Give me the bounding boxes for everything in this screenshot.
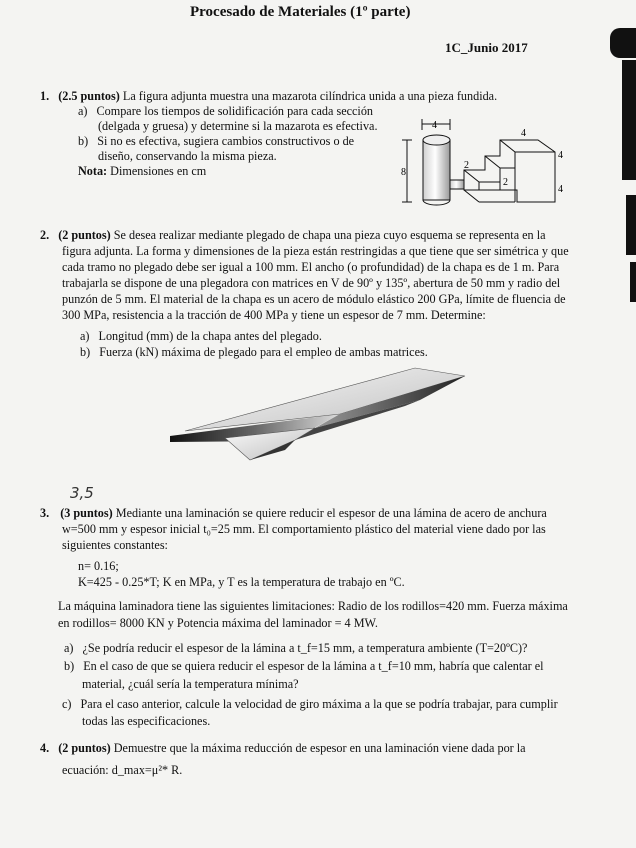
dim-riser-diameter: 4 <box>432 120 437 131</box>
q2-a: a) Longitud (mm) de la chapa antes del plegado. <box>80 329 322 343</box>
q2-line5: punzón de 5 mm. El material de la chapa es un acero de módulo elástico 200 GPa, límite de fluencia de <box>62 292 566 306</box>
q1-a-line1: a) Compare los tiempos de solidificación para cada sección <box>78 104 374 118</box>
q3-constant-n: n= 0.16; <box>78 559 119 573</box>
dim-depth: 4 <box>558 150 563 161</box>
q3-c-line2: todas las especificaciones. <box>82 714 211 728</box>
q2-line4: trabajarla se dispone de una plegadora con matrices en V de 90º y 135º, abertura de 50 mm y radio del <box>62 276 561 290</box>
dim-step: 2 <box>503 177 508 188</box>
q3-b-line1: b) En el caso de que se quiera reducir el espesor de la lámina a t_f=10 mm, habría que calentar el <box>64 659 544 673</box>
q1-note: Nota: Dimensiones en cm <box>78 164 207 178</box>
q3-machine-line2: en rodillos= 8000 KN y Potencia máxima del laminador = 4 MW. <box>58 616 378 630</box>
scan-edge-shadow <box>610 28 636 58</box>
q2-line3: cada tramo no plegado debe ser igual a 100 mm. El ancho (o profundidad) de la chapa es de 1 m. Para <box>62 260 560 274</box>
q1-b-line2: diseño, conservando la misma pieza. <box>98 149 277 163</box>
q1-b-line1: b) Si no es efectiva, sugiera cambios constructivos o de <box>78 134 355 148</box>
scan-edge-shadow <box>622 60 636 180</box>
dim-height: 4 <box>558 184 563 195</box>
folded-sheet-figure <box>165 358 495 478</box>
q4-line2: ecuación: d_max=μ²* R. <box>62 763 183 777</box>
q2-line1: 2. (2 puntos) Se desea realizar mediante plegado de chapa una pieza cuyo esquema se representa en la <box>40 228 546 242</box>
scan-edge-shadow <box>626 195 636 255</box>
q1-intro: 1. (2.5 puntos) La figura adjunta muestra una mazarota cilíndrica unida a una pieza fundida. <box>40 89 498 103</box>
page-title: Procesado de Materiales (1º parte) <box>190 4 411 20</box>
q3-machine-line1: La máquina laminadora tiene las siguientes limitaciones: Radio de los rodillos=420 mm. Fuerza máxima <box>58 599 568 613</box>
q3-c-line1: c) Para el caso anterior, calcule la velocidad de giro máxima a la que se podría trabajar, para cumplir <box>62 697 558 711</box>
dim-top-width: 4 <box>521 128 526 139</box>
q1-a-line2: (delgada y gruesa) y determine si la mazarota es efectiva. <box>98 119 378 133</box>
q3-constant-k: K=425 - 0.25*T; K en MPa, y T es la temperatura de trabajo en ºC. <box>78 575 405 589</box>
q2-line6: 300 MPa, resistencia a la tracción de 400 MPa y tiene un espesor de 7 mm. Determine: <box>62 308 486 322</box>
dim-riser-height: 8 <box>401 167 406 178</box>
q2-line2: figura adjunta. La forma y dimensiones de la pieza están restringidas a que tiene que ser simétrica y que <box>62 244 569 258</box>
q3-line2: w=500 mm y espesor inicial t₀=25 mm. El comportamiento plástico del material viene dado por las <box>62 522 546 536</box>
q3-b-line2: material, ¿cuál sería la temperatura mínima? <box>82 677 299 691</box>
q3-line1: 3. (3 puntos) Mediante una laminación se quiere reducir el espesor de una lámina de acero de anchura <box>40 506 547 520</box>
q4-line1: 4. (2 puntos) Demuestre que la máxima reducción de espesor en una laminación viene dada por la <box>40 741 526 755</box>
riser-casting-figure <box>395 110 575 215</box>
q2-b: b) Fuerza (kN) máxima de plegado para el empleo de ambas matrices. <box>80 345 428 359</box>
q3-a: a) ¿Se podría reducir el espesor de la lámina a t_f=15 mm, a temperatura ambiente (T=20ºC)? <box>64 641 528 655</box>
handwritten-score: 3,5 <box>70 484 94 502</box>
scan-edge-shadow <box>630 262 636 302</box>
q3-line3: siguientes constantes: <box>62 538 168 552</box>
course-code: 1C_Junio 2017 <box>445 40 528 55</box>
dim-thin-height: 2 <box>464 160 469 171</box>
